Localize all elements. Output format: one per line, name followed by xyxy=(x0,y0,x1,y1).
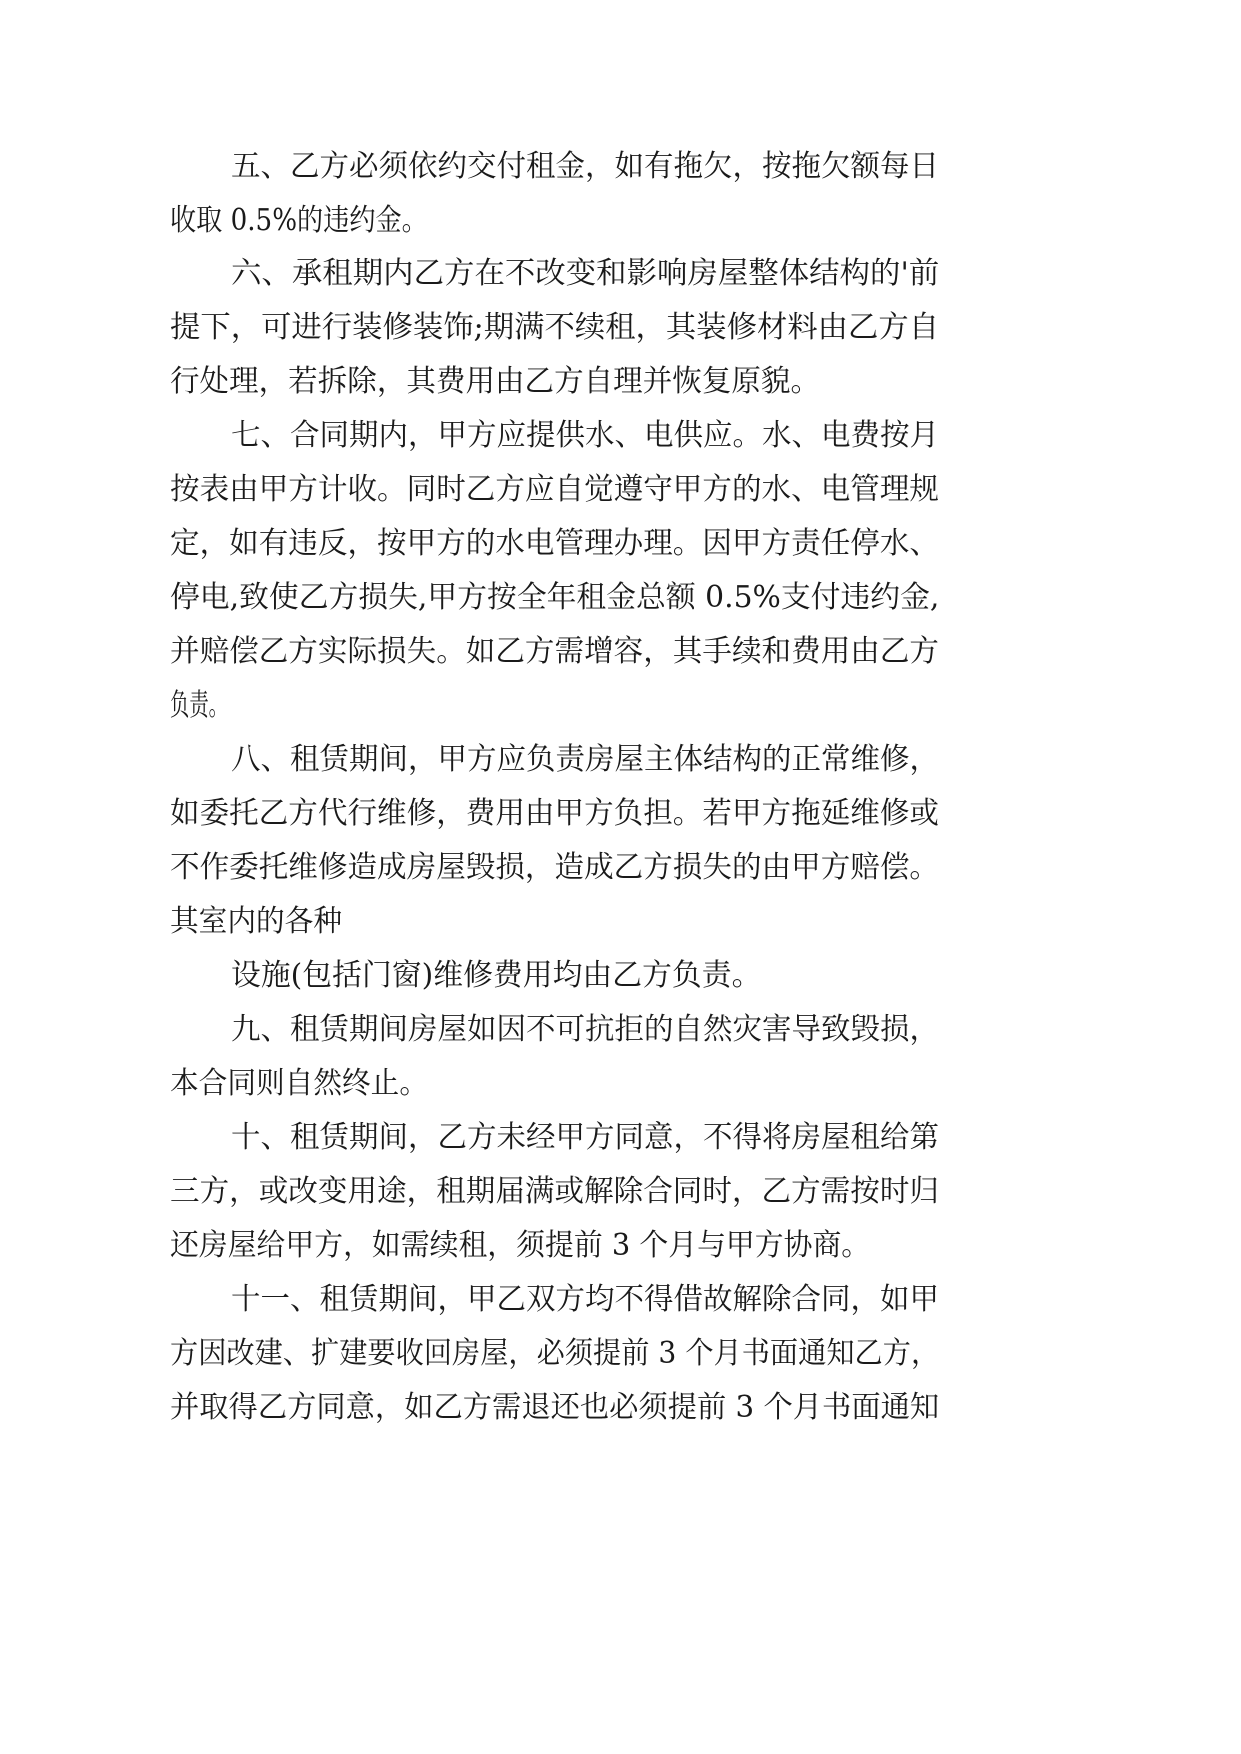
clause-7-line-2: 按表由甲方计收。同时乙方应自觉遵守甲方的水、电管理规 xyxy=(170,472,939,507)
clause-6-line-1: 六、承租期内乙方在不改变和影响房屋整体结构的'前 xyxy=(231,256,940,291)
clause-7-line-1: 七、合同期内，甲方应提供水、电供应。水、电费按月 xyxy=(231,418,939,453)
clause-7-line-3: 定，如有违反，按甲方的水电管理办理。因甲方责任停水、 xyxy=(170,526,939,561)
clause-8-line-2: 如委托乙方代行维修，费用由甲方负担。若甲方拖延维修或 xyxy=(170,796,939,831)
clause-11-line-1: 十一、租赁期间，甲乙双方均不得借故解除合同，如甲 xyxy=(231,1282,939,1317)
clause-11-line-2: 方因改建、扩建要收回房屋，必须提前 3 个月书面通知乙方， xyxy=(170,1336,940,1371)
clause-10-line-3: 还房屋给甲方，如需续租，须提前 3 个月与甲方协商。 xyxy=(170,1228,871,1263)
clause-9-line-2: 本合同则自然终止。 xyxy=(170,1066,428,1101)
clause-10-line-1: 十、租赁期间，乙方未经甲方同意，不得将房屋租给第 xyxy=(231,1120,939,1155)
clause-6-line-3: 行处理，若拆除，其费用由乙方自理并恢复原貌。 xyxy=(170,364,820,399)
clause-8-cont-line-1: 设施(包括门窗)维修费用均由乙方负责。 xyxy=(231,958,762,993)
clause-7-line-5: 并赔偿乙方实际损失。如乙方需增容，其手续和费用由乙方 xyxy=(170,634,939,669)
clause-9-line-1: 九、租赁期间房屋如因不可抗拒的自然灾害导致毁损， xyxy=(231,1012,939,1047)
clause-8-line-3: 不作委托维修造成房屋毁损，造成乙方损失的由甲方赔偿。 xyxy=(170,850,939,885)
clause-5-line-2: 收取 0.5%的违约金。 xyxy=(170,203,428,238)
clause-8-line-1: 八、租赁期间，甲方应负责房屋主体结构的正常维修， xyxy=(231,742,939,777)
clause-6-line-2: 提下，可进行装修装饰;期满不续租，其装修材料由乙方自 xyxy=(170,310,940,345)
clause-7-line-6: 负责。 xyxy=(170,688,228,723)
clause-8-line-4: 其室内的各种 xyxy=(170,904,342,939)
clause-11-line-3: 并取得乙方同意，如乙方需退还也必须提前 3 个月书面通知 xyxy=(170,1390,940,1425)
clause-7-line-4: 停电,致使乙方损失,甲方按全年租金总额 0.5%支付违约金, xyxy=(170,580,940,615)
clause-10-line-2: 三方，或改变用途，租期届满或解除合同时，乙方需按时归 xyxy=(170,1174,939,1209)
clause-5-line-1: 五、乙方必须依约交付租金，如有拖欠，按拖欠额每日 xyxy=(231,149,939,184)
